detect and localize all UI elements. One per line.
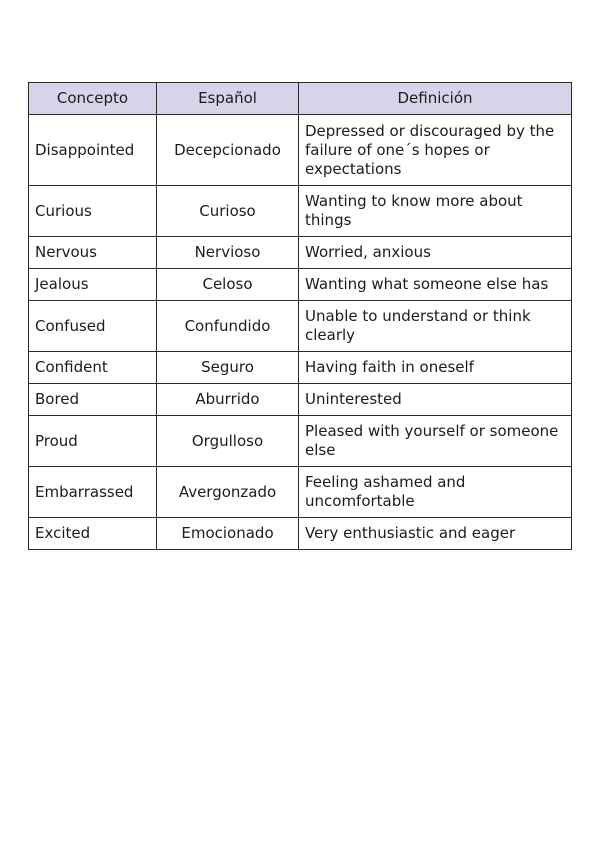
table-row	[29, 518, 572, 550]
concept-cell: Disappointed	[29, 115, 157, 186]
table-body	[29, 115, 572, 550]
spanish-cell: Avergonzado	[157, 467, 299, 518]
definition-cell: Wanting what someone else has	[299, 269, 572, 301]
table-row	[29, 301, 572, 352]
table-header	[29, 83, 572, 115]
definition-cell: Very enthusiastic and eager	[299, 518, 572, 550]
table-row	[29, 384, 572, 416]
table-row	[29, 269, 572, 301]
table-row	[29, 467, 572, 518]
concept-cell: Confident	[29, 352, 157, 384]
concept-cell: Nervous	[29, 237, 157, 269]
spanish-cell: Celoso	[157, 269, 299, 301]
definition-cell: Feeling ashamed and uncomfortable	[299, 467, 572, 518]
table-row	[29, 352, 572, 384]
concept-cell: Bored	[29, 384, 157, 416]
definition-cell: Unable to understand or think clearly	[299, 301, 572, 352]
header-concepto: Concepto	[29, 83, 157, 115]
definition-cell: Having faith in oneself	[299, 352, 572, 384]
vocabulary-table	[28, 82, 572, 550]
header-espanol: Español	[157, 83, 299, 115]
concept-cell: Embarrassed	[29, 467, 157, 518]
concept-cell: Confused	[29, 301, 157, 352]
spanish-cell: Confundido	[157, 301, 299, 352]
definition-cell: Worried, anxious	[299, 237, 572, 269]
definition-cell: Uninterested	[299, 384, 572, 416]
table-row	[29, 416, 572, 467]
concept-cell: Proud	[29, 416, 157, 467]
spanish-cell: Curioso	[157, 186, 299, 237]
spanish-cell: Aburrido	[157, 384, 299, 416]
spanish-cell: Emocionado	[157, 518, 299, 550]
definition-cell: Depressed or discouraged by the failure of one´s hopes or expectations	[299, 115, 572, 186]
table-row	[29, 186, 572, 237]
table-row	[29, 115, 572, 186]
header-definicion: Definición	[299, 83, 572, 115]
concept-cell: Jealous	[29, 269, 157, 301]
definition-cell: Pleased with yourself or someone else	[299, 416, 572, 467]
spanish-cell: Orgulloso	[157, 416, 299, 467]
definition-cell: Wanting to know more about things	[299, 186, 572, 237]
concept-cell: Excited	[29, 518, 157, 550]
header-row	[29, 83, 572, 115]
spanish-cell: Decepcionado	[157, 115, 299, 186]
spanish-cell: Seguro	[157, 352, 299, 384]
spanish-cell: Nervioso	[157, 237, 299, 269]
table-row	[29, 237, 572, 269]
concept-cell: Curious	[29, 186, 157, 237]
